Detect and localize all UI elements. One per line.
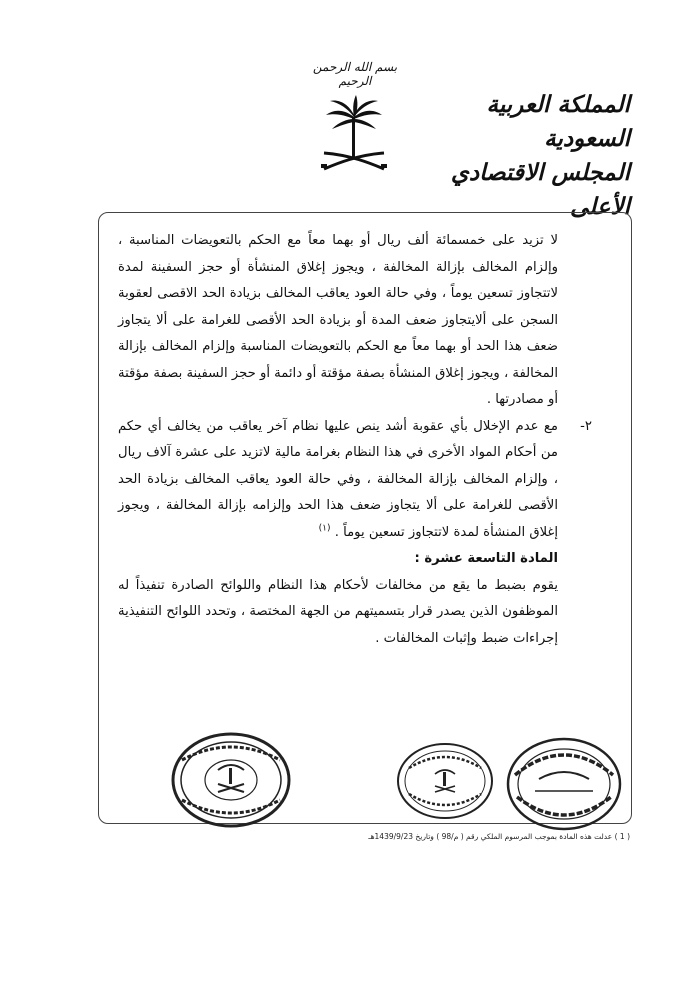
item-2 bbox=[118, 414, 592, 547]
basmala: بسم الله الرحمن الرحيم bbox=[312, 60, 398, 88]
item-2-text: مع عدم الإخلال بأي عقوبة أشد ينص عليها نظام آخر يعاقب من يخالف أي حكم من أحكام المواد الأخرى في هذا النظام بغرامة مالية لاتزيد على عشرة آلاف ريال ، وإلزام المخالف بإزالة المخالفة ، وفي حالة العود يعاقب المخالف بزيادة الحد الأقصى للغرامة على ألا يتجاوز ضعف هذا الحد وإلزامه بإزالة المخالفة ، ويجوز إغلاق المنشأة لمدة لاتتجاوز تسعين يوماً . bbox=[118, 418, 558, 540]
council-seal-stamp bbox=[170, 730, 292, 830]
item-2-number: ٢- bbox=[580, 418, 592, 434]
cabinet-communications-stamp bbox=[505, 735, 623, 833]
kingdom-name: المملكة العربية السعودية bbox=[486, 91, 630, 152]
council-name: المجلس الاقتصادي الأعلى bbox=[450, 159, 630, 220]
article-heading: المادة التاسعة عشرة : bbox=[414, 551, 558, 566]
document-body bbox=[118, 228, 592, 652]
footnote: ( 1 ) عدلت هذه المادة بموجب المرسوم الملكي رقم ( م/98 ) وتاريخ 1439/9/23هـ bbox=[368, 832, 630, 841]
paragraph-enforcement: يقوم بضبط ما يقع من مخالفات لأحكام هذا النظام واللوائح الصادرة تنفيذاً له الموظفون الذين يصدر قرار بتسميتهم من الجهة المختصة ، وتحدد اللوائح التنفيذية إجراءات ضبط وإثبات المخالفات . bbox=[118, 577, 558, 646]
paragraph-penalties: لا تزيد على خمسمائة ألف ريال أو بهما معاً مع الحكم بالتعويضات المناسبة ، وإلزام المخالف بإزالة المخالفة ، ويجوز إغلاق المنشأة أو حجز السفينة لمدة لاتتجاوز تسعين يوماً ، وفي حالة العود يعاقب المخالف بزيادة الحد الاقصى لعقوبة السجن على ألايتجاوز ضعف المدة أو بزيادة الحد الأقصى للغرامة على ألا يتجاوز ضعف هذا الحد أو بهما معاً مع الحكم بالتعويضات المناسبة وإلزام المخالف بإزالة المخالفة ، ويجوز إغلاق المنشأة بصفة مؤقتة أو دائمة أو حجز السفينة بصفة مؤقتة أو مصادرتها . bbox=[118, 233, 558, 407]
footnote-reference: (١) bbox=[318, 523, 331, 534]
letterhead bbox=[420, 88, 630, 224]
saudi-emblem-icon bbox=[318, 95, 390, 175]
general-administration-stamp bbox=[395, 740, 495, 822]
